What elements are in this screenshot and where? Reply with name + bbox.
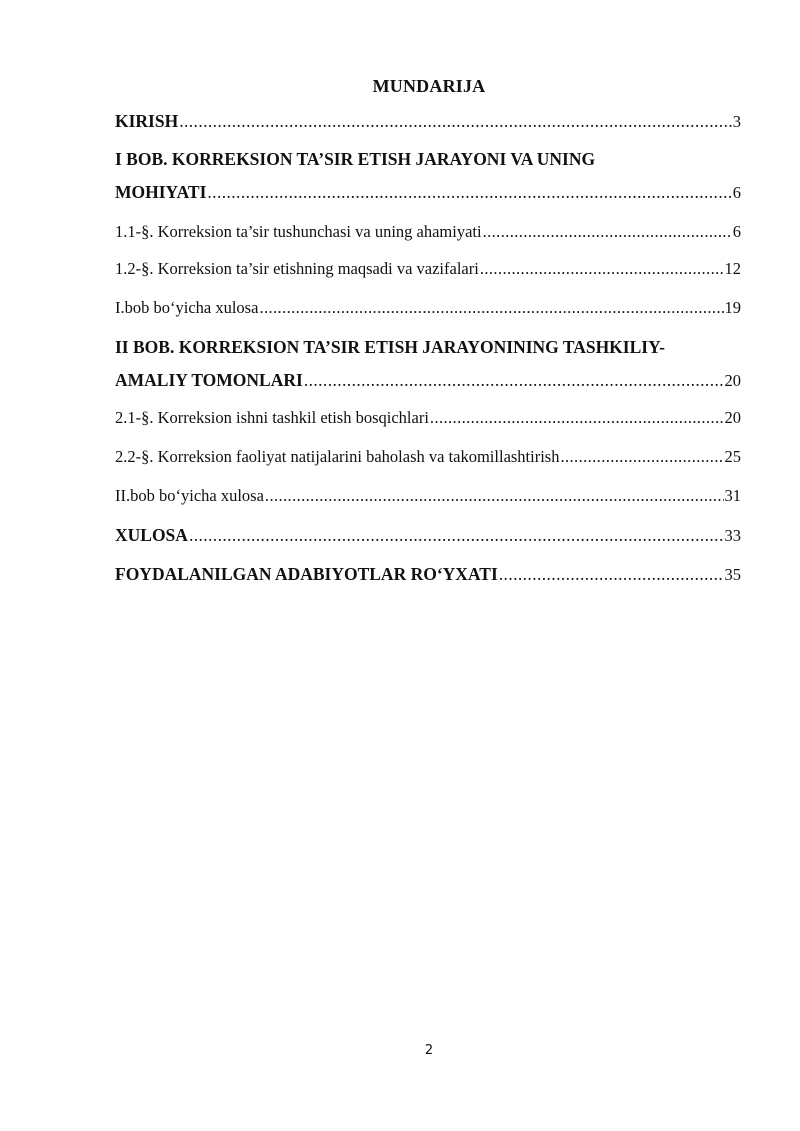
toc-entry-label: I.bob bo‘yicha xulosa xyxy=(115,298,259,317)
toc-page-number: 3 xyxy=(732,112,741,131)
dot-leader xyxy=(430,407,724,429)
toc-entry-chapter-2[interactable] xyxy=(115,369,741,392)
toc-entry-label: XULOSA xyxy=(115,525,188,545)
toc-entry-conclusion-1[interactable] xyxy=(115,297,741,319)
toc-entry-chapter-1[interactable] xyxy=(115,181,741,204)
toc-entry-section-2-2[interactable] xyxy=(115,446,741,468)
toc-entry-section-1-1[interactable] xyxy=(115,221,741,243)
dot-leader xyxy=(483,221,732,243)
toc-entry-label: 1.1-§. Korreksion ta’sir tushunchasi va uning ahamiyati xyxy=(115,222,482,241)
toc-page-number: 20 xyxy=(724,408,741,427)
toc-page-number: 19 xyxy=(724,298,741,317)
dot-leader xyxy=(304,369,724,391)
toc-entry-label: AMALIY TOMONLARI xyxy=(115,370,303,390)
dot-leader xyxy=(259,297,723,319)
dot-leader xyxy=(480,258,724,280)
toc-entry-kirish[interactable] xyxy=(115,110,741,133)
toc-chapter-1-heading[interactable]: I BOB. KORREKSION TA’SIR ETISH JARAYONI VA UNING xyxy=(115,149,596,169)
dot-leader xyxy=(189,524,724,546)
toc-page-number: 20 xyxy=(724,371,741,390)
dot-leader xyxy=(265,485,724,507)
toc-entry-conclusion-2[interactable] xyxy=(115,485,741,507)
toc-entry-references[interactable] xyxy=(115,563,741,586)
toc-title: MUNDARIJA xyxy=(372,76,486,96)
dot-leader xyxy=(207,181,731,203)
toc-entry-label: MOHIYATI xyxy=(115,182,207,202)
toc-page-number: 12 xyxy=(724,259,741,278)
dot-leader xyxy=(179,110,732,132)
toc-page-number: 25 xyxy=(724,447,741,466)
toc-entry-label: 2.2-§. Korreksion faoliyat natijalarini baholash va takomillashtirish xyxy=(115,447,560,466)
toc-chapter-2-heading[interactable]: II BOB. KORREKSION TA’SIR ETISH JARAYONINING TASHKILIY- xyxy=(115,337,665,357)
page-number: 2 xyxy=(424,1043,434,1058)
toc-page-number: 31 xyxy=(724,486,741,505)
toc-entry-label: KIRISH xyxy=(115,111,179,131)
toc-page-number: 6 xyxy=(732,183,741,202)
dot-leader xyxy=(560,446,723,468)
dot-leader xyxy=(499,563,724,585)
toc-entry-section-1-2[interactable] xyxy=(115,258,741,280)
toc-entry-xulosa[interactable] xyxy=(115,524,741,547)
toc-page-number: 6 xyxy=(732,222,741,241)
toc-page-number: 35 xyxy=(724,565,741,584)
toc-entry-section-2-1[interactable] xyxy=(115,407,741,429)
toc-entry-label: II.bob bo‘yicha xulosa xyxy=(115,486,264,505)
toc-entry-label: FOYDALANILGAN ADABIYOTLAR RO‘YXATI xyxy=(115,564,498,584)
toc-entry-label: 2.1-§. Korreksion ishni tashkil etish bosqichlari xyxy=(115,408,429,427)
toc-page-number: 33 xyxy=(724,526,741,545)
toc-entry-label: 1.2-§. Korreksion ta’sir etishning maqsadi va vazifalari xyxy=(115,259,479,278)
